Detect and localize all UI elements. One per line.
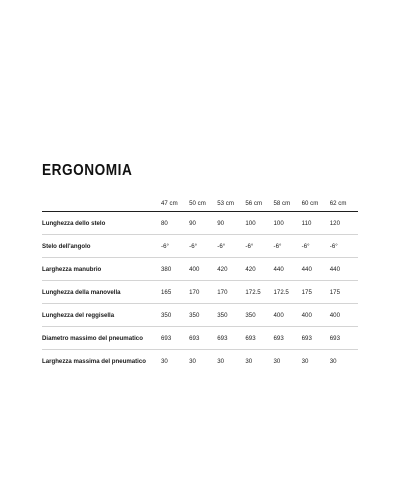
header-corner-cell — [42, 196, 161, 212]
table-cell: 693 — [274, 327, 302, 350]
table-cell: 90 — [217, 212, 245, 235]
table-cell: 30 — [217, 357, 225, 365]
table-cell: -6° — [245, 235, 273, 258]
table-cell: 400 — [330, 304, 358, 327]
ergonomics-table — [42, 196, 358, 372]
table-cell: 350 — [245, 304, 273, 327]
table-row-seatpost-length — [42, 304, 358, 327]
table-cell: 380 — [161, 258, 189, 281]
table-cell: 693 — [330, 327, 358, 350]
table-cell: 172.5 — [245, 281, 273, 304]
table-cell: 80 — [161, 212, 189, 235]
table-row-max-tire-width — [42, 350, 358, 373]
table-cell: 420 — [245, 258, 273, 281]
section-title: ERGONOMIA — [42, 162, 133, 179]
row-label: Lunghezza della manovella — [42, 281, 161, 304]
table-row-handlebar-width — [42, 258, 358, 281]
row-label: Diametro massimo del pneumatico — [42, 327, 161, 350]
table-cell: 175 — [330, 281, 358, 304]
table-cell: -6° — [330, 235, 358, 258]
table-row-crank-length — [42, 281, 358, 304]
size-header-56: 56 cm — [245, 196, 273, 212]
table-cell: 172.5 — [274, 281, 302, 304]
table-cell: 100 — [274, 212, 302, 235]
table-cell: 440 — [330, 258, 358, 281]
table-cell: 440 — [302, 258, 330, 281]
table-row-stem-length — [42, 212, 358, 235]
table-cell: 170 — [189, 281, 217, 304]
row-label: Lunghezza dello stelo — [42, 212, 161, 235]
row-label: Larghezza manubrio — [42, 258, 161, 281]
table-cell: 350 — [161, 304, 189, 327]
table-cell: -6° — [302, 235, 330, 258]
row-label: Larghezza massima del pneumatico — [42, 357, 146, 365]
table-cell: 693 — [245, 327, 273, 350]
row-label: Stelo dell'angolo — [42, 235, 161, 258]
size-header-53: 53 cm — [217, 196, 245, 212]
table-cell: -6° — [217, 235, 245, 258]
table-cell: 693 — [302, 327, 330, 350]
table-cell: 170 — [217, 281, 245, 304]
table-cell: 175 — [302, 281, 330, 304]
table-cell: -6° — [161, 235, 189, 258]
table-row-max-tire-diameter — [42, 327, 358, 350]
row-label: Lunghezza del reggisella — [42, 304, 161, 327]
table-cell: 30 — [273, 357, 281, 365]
table-cell: 30 — [301, 357, 309, 365]
table-cell: 100 — [245, 212, 273, 235]
size-header-60: 60 cm — [302, 196, 330, 212]
size-header-58: 58 cm — [274, 196, 302, 212]
table-cell: 440 — [274, 258, 302, 281]
table-row-stem-angle — [42, 235, 358, 258]
table-cell: -6° — [189, 235, 217, 258]
table-cell: -6° — [274, 235, 302, 258]
table-cell: 30 — [245, 357, 253, 365]
table-cell: 350 — [217, 304, 245, 327]
table-cell: 400 — [189, 258, 217, 281]
table-cell: 30 — [161, 357, 168, 365]
table-cell: 30 — [189, 357, 196, 365]
table-cell: 165 — [161, 281, 189, 304]
table-cell: 400 — [274, 304, 302, 327]
table-cell: 400 — [302, 304, 330, 327]
table-cell: 90 — [189, 212, 217, 235]
table-cell: 120 — [330, 212, 358, 235]
table-cell: 110 — [302, 212, 330, 235]
size-header-47: 47 cm — [161, 196, 189, 212]
table-cell: 693 — [161, 327, 189, 350]
table-cell: 693 — [217, 327, 245, 350]
size-header-row — [42, 196, 358, 212]
size-header-62: 62 cm — [330, 196, 358, 212]
table-cell: 30 — [329, 357, 337, 365]
table-cell: 693 — [189, 327, 217, 350]
table-cell: 350 — [189, 304, 217, 327]
table-cell: 420 — [217, 258, 245, 281]
size-header-50: 50 cm — [189, 196, 217, 212]
